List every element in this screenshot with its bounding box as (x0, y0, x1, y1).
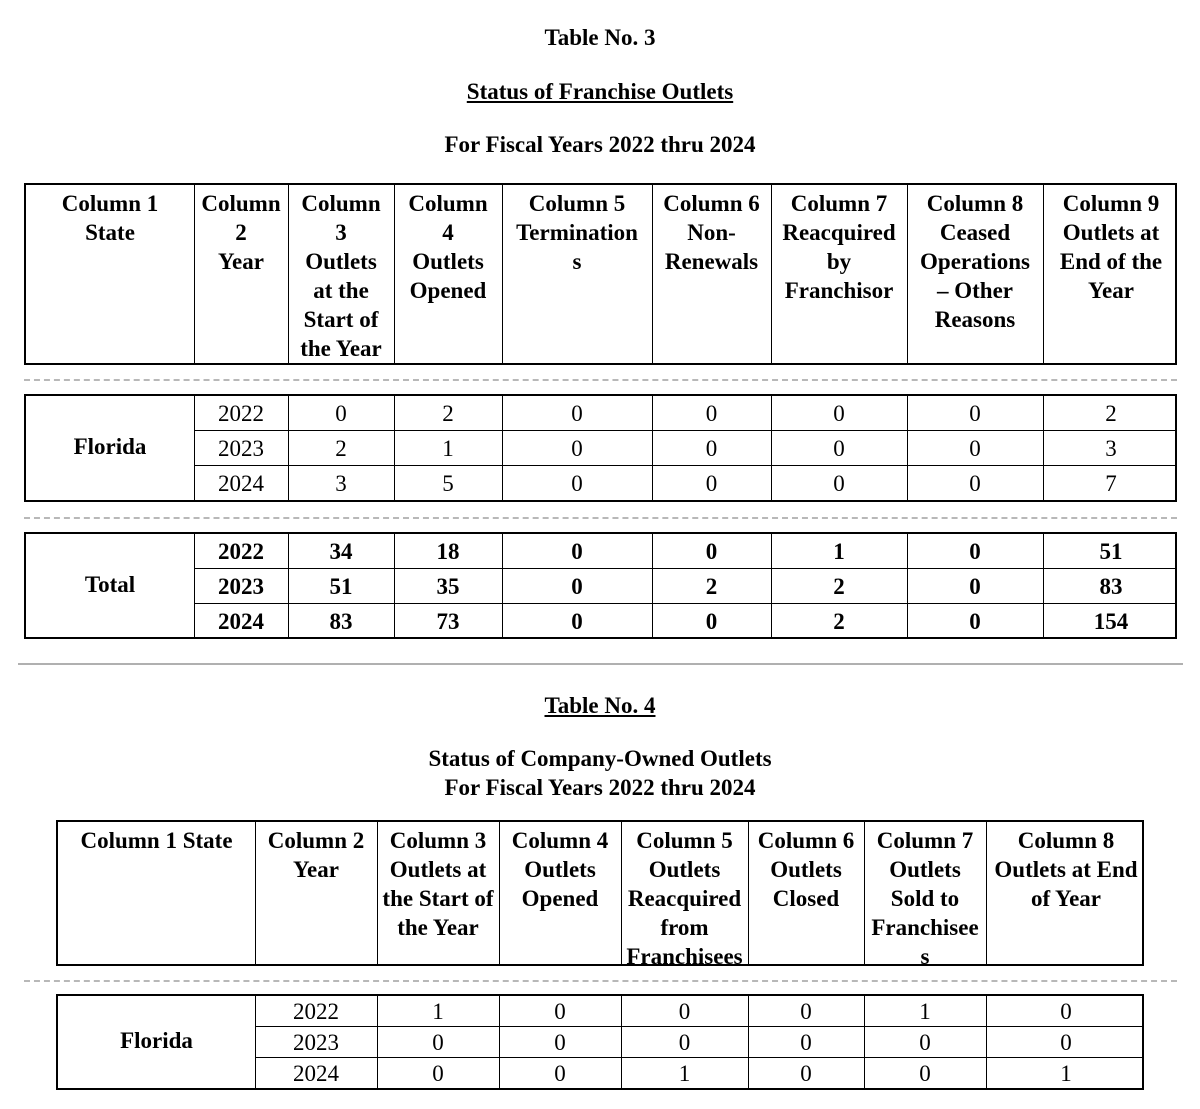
value-cell: 2 (833, 574, 845, 599)
column-header: Column 8 Outlets at End of Year (994, 828, 1138, 911)
value-cell: 0 (969, 471, 981, 496)
value-cell: 0 (554, 999, 566, 1024)
value-cell: 0 (432, 1061, 444, 1086)
year-cell: 2023 (218, 436, 264, 461)
column-header: Column 8 Ceased Operations – Other Reasons (920, 191, 1030, 332)
value-cell: 7 (1105, 471, 1117, 496)
column-header: Column 1 State (80, 828, 233, 853)
value-cell: 0 (571, 609, 583, 634)
page-divider (18, 663, 1183, 665)
value-cell: 0 (919, 1061, 931, 1086)
value-cell: 0 (571, 539, 583, 564)
value-cell: 83 (1099, 574, 1123, 599)
value-cell: 0 (705, 539, 718, 564)
table4-number (0, 691, 1200, 720)
value-cell: 5 (442, 471, 454, 496)
column-header: Column 5 Outlets Reacquired from Franchisees (626, 828, 743, 969)
value-cell: 2 (335, 436, 347, 461)
section-separator (24, 980, 1177, 982)
table3-title (0, 77, 1200, 106)
table4-number-text: Table No. 4 (544, 693, 656, 718)
value-cell: 0 (571, 471, 583, 496)
value-cell: 73 (436, 609, 460, 634)
year-cell: 2024 (218, 471, 264, 496)
table4-subtitle: For Fiscal Years 2022 thru 2024 (444, 775, 756, 800)
value-cell: 154 (1093, 609, 1129, 634)
column-header: Column 2 Year (201, 191, 281, 274)
value-cell: 0 (800, 1061, 812, 1086)
value-cell: 51 (1099, 539, 1123, 564)
value-cell: 83 (329, 609, 353, 634)
value-cell: 0 (969, 574, 981, 599)
table3-number: Table No. 3 (544, 25, 656, 50)
value-cell: 2 (833, 609, 845, 634)
value-cell: 1 (919, 999, 931, 1024)
value-cell: 0 (1060, 1030, 1072, 1055)
value-cell: 0 (571, 574, 583, 599)
value-cell: 0 (571, 436, 583, 461)
value-cell: 0 (705, 401, 718, 426)
column-header: Column 4 Outlets Opened (408, 191, 488, 303)
column-header: Column 1 State (61, 191, 159, 245)
table3-header (24, 183, 1177, 365)
column-header: Column 7 Outlets Sold to Franchisee s (871, 828, 979, 969)
year-cell: 2022 (293, 999, 339, 1024)
value-cell: 3 (1105, 436, 1117, 461)
value-cell: 0 (833, 436, 845, 461)
value-cell: 0 (705, 471, 718, 496)
year-cell: 2022 (218, 539, 264, 564)
table3-florida-group (24, 394, 1177, 502)
column-header: Column 7 Reacquired by Franchisor (782, 191, 896, 303)
value-cell: 0 (833, 401, 845, 426)
column-header: Column 6 Non- Renewals (663, 191, 760, 274)
year-cell: 2022 (218, 401, 264, 426)
value-cell: 2 (1105, 401, 1117, 426)
value-cell: 3 (335, 471, 347, 496)
value-cell: 1 (678, 1061, 691, 1086)
state-label: Florida (120, 1027, 193, 1053)
value-cell: 35 (436, 574, 460, 599)
column-header: Column 2 Year (267, 828, 365, 882)
section-separator (24, 379, 1177, 381)
value-cell: 1 (442, 436, 454, 461)
year-cell: 2023 (293, 1030, 339, 1055)
value-cell: 0 (571, 401, 583, 426)
table3-total-group (24, 532, 1177, 639)
value-cell: 0 (919, 1030, 931, 1055)
value-cell: 0 (969, 436, 981, 461)
section-separator (24, 517, 1177, 519)
value-cell: 0 (554, 1030, 566, 1055)
value-cell: 0 (554, 1061, 566, 1086)
table3-title-text: Status of Franchise Outlets (466, 79, 734, 104)
value-cell: 0 (335, 401, 347, 426)
value-cell: 0 (678, 999, 691, 1024)
state-label: Total (84, 571, 136, 597)
column-header: Column 4 Outlets Opened (511, 828, 609, 911)
table4-florida-group (56, 994, 1144, 1090)
value-cell: 0 (1060, 999, 1072, 1024)
column-header: Column 3 Outlets at the Start of the Year (382, 828, 494, 940)
value-cell: 0 (678, 1030, 691, 1055)
value-cell: 51 (329, 574, 353, 599)
value-cell: 1 (833, 539, 845, 564)
value-cell: 1 (432, 999, 444, 1024)
value-cell: 1 (1060, 1061, 1072, 1086)
value-cell: 34 (329, 539, 353, 564)
year-cell: 2024 (218, 609, 264, 634)
column-header: Column 5 Termination s (516, 191, 638, 274)
value-cell: 0 (969, 539, 981, 564)
value-cell: 0 (969, 401, 981, 426)
column-header: Column 6 Outlets Closed (757, 828, 855, 911)
year-cell: 2024 (293, 1061, 339, 1086)
column-header: Column 3 Outlets at the Start of the Year (300, 191, 382, 361)
value-cell: 0 (432, 1030, 444, 1055)
state-label: Florida (73, 433, 147, 459)
value-cell: 0 (800, 1030, 812, 1055)
value-cell: 18 (436, 539, 460, 564)
value-cell: 2 (442, 401, 454, 426)
value-cell: 0 (705, 609, 718, 634)
value-cell: 0 (969, 609, 981, 634)
table4-header (56, 820, 1144, 969)
year-cell: 2023 (218, 574, 264, 599)
table4-title: Status of Company-Owned Outlets (428, 746, 772, 771)
value-cell: 0 (705, 436, 718, 461)
table3-subtitle: For Fiscal Years 2022 thru 2024 (444, 132, 756, 157)
value-cell: 2 (705, 574, 718, 599)
value-cell: 0 (833, 471, 845, 496)
value-cell: 0 (800, 999, 812, 1024)
column-header: Column 9 Outlets at End of the Year (1059, 191, 1163, 303)
